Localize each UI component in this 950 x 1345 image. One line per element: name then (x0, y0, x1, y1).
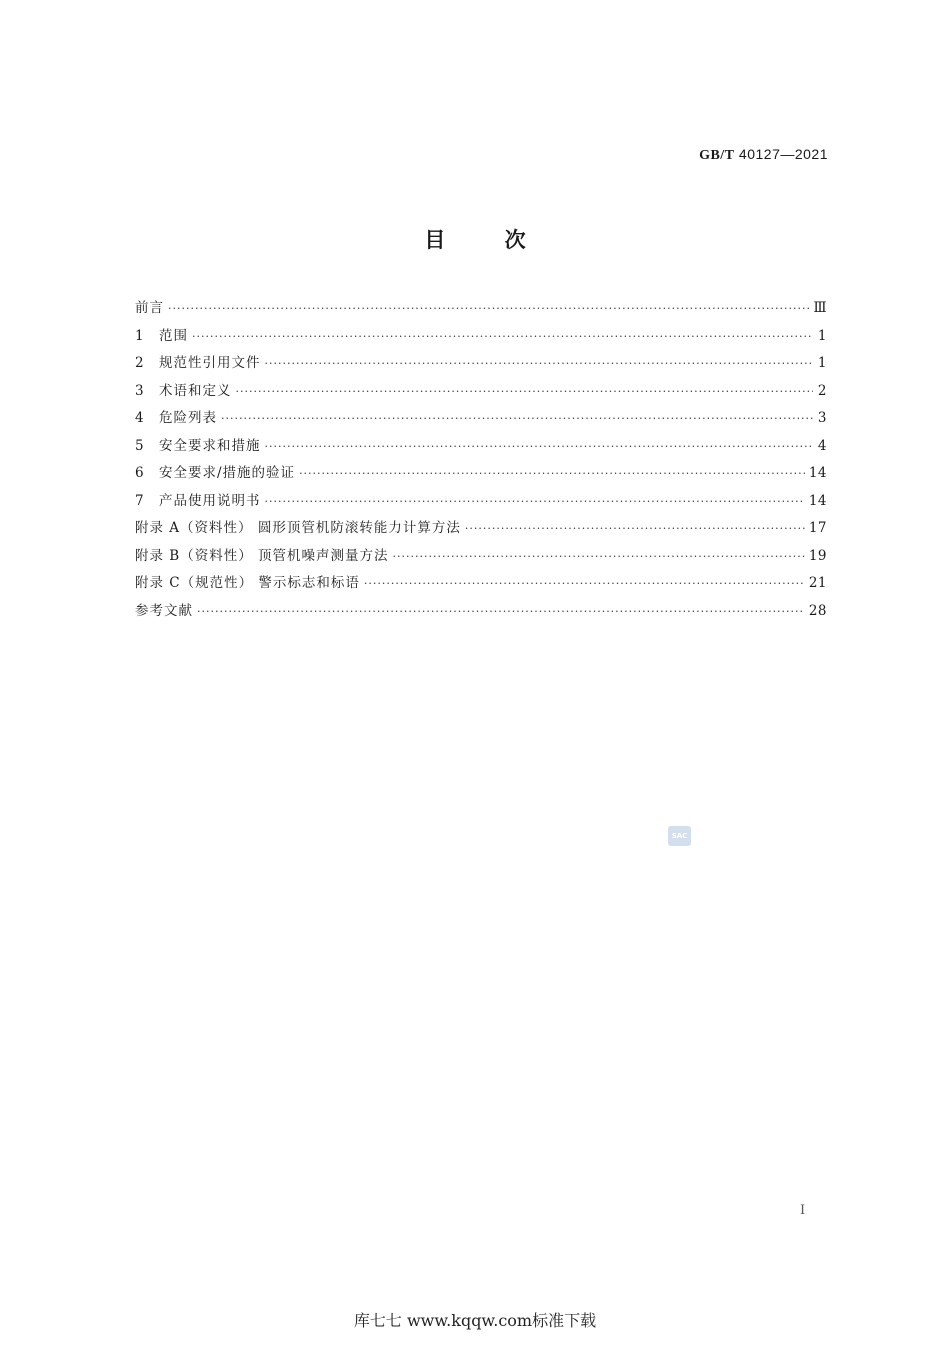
toc-entry-label: 术语和定义 (159, 382, 232, 399)
toc-entry[interactable] (135, 461, 827, 489)
page-number: Ⅰ (800, 1203, 806, 1218)
table-of-contents (135, 296, 827, 626)
toc-entry-number: 7 (135, 492, 145, 509)
toc-entry-page: 21 (808, 575, 827, 591)
standard-number: 40127—2021 (738, 146, 828, 162)
toc-entry-appendix[interactable] (135, 516, 827, 544)
toc-entry-label: 参考文献 (135, 602, 193, 619)
sac-watermark-logo: SAC (668, 826, 691, 846)
toc-entry-label: 产品使用说明书 (159, 492, 261, 509)
toc-entry-page: 19 (808, 547, 827, 564)
toc-entry[interactable] (135, 379, 827, 407)
toc-title (0, 224, 950, 254)
toc-leader-dots (364, 577, 805, 590)
toc-entry-label: 附录 A（资料性） 圆形顶管机防滚转能力计算方法 (135, 520, 461, 536)
toc-entry-page: 1 (817, 355, 827, 371)
toc-leader-dots (168, 302, 809, 315)
toc-entry-page: Ⅲ (813, 300, 827, 316)
toc-leader-dots (236, 385, 814, 398)
toc-leader-dots (465, 522, 805, 535)
toc-entry[interactable] (135, 489, 827, 517)
toc-entry-label: 范围 (159, 327, 188, 344)
toc-entry-page: 4 (817, 437, 827, 454)
toc-entry-number: 1 (135, 327, 145, 344)
toc-leader-dots (299, 467, 805, 480)
toc-title-char-2: 次 (504, 228, 526, 252)
toc-entry-label: 安全要求和措施 (159, 437, 261, 454)
toc-entry-appendix[interactable] (135, 544, 827, 572)
toc-entry[interactable] (135, 296, 827, 324)
toc-leader-dots (197, 605, 805, 618)
toc-entry-page: 1 (817, 327, 827, 344)
toc-leader-dots (393, 550, 805, 563)
toc-entry-page: 28 (808, 602, 827, 619)
toc-entry[interactable] (135, 434, 827, 462)
toc-entry-label: 前言 (135, 300, 164, 316)
toc-leader-dots (265, 357, 814, 370)
toc-entry[interactable] (135, 351, 827, 379)
toc-entry-label: 危险列表 (159, 410, 217, 426)
toc-entry-number: 5 (135, 437, 145, 454)
toc-leader-dots (265, 495, 805, 508)
toc-leader-dots (192, 330, 813, 343)
toc-leader-dots (265, 440, 814, 453)
toc-entry-number: 4 (135, 410, 145, 426)
toc-entry-page: 14 (808, 492, 827, 509)
toc-entry-label: 规范性引用文件 (159, 355, 261, 371)
toc-title-char-1: 目 (424, 228, 446, 252)
standard-code (699, 146, 828, 164)
standard-prefix: GB/T (699, 148, 735, 163)
toc-entry-label: 附录 B（资料性） 顶管机噪声测量方法 (135, 547, 389, 564)
download-footer: 库七七 www.kqqw.com标准下载 (353, 1311, 597, 1330)
toc-entry-number: 2 (135, 355, 145, 371)
toc-entry-page: 2 (817, 382, 827, 399)
toc-entry[interactable] (135, 324, 827, 352)
toc-entry-appendix[interactable] (135, 571, 827, 599)
toc-entry-label: 安全要求/措施的验证 (159, 465, 296, 481)
toc-entry[interactable] (135, 599, 827, 627)
toc-leader-dots (221, 412, 813, 425)
toc-entry-page: 3 (817, 410, 827, 426)
toc-entry[interactable] (135, 406, 827, 434)
toc-entry-page: 17 (808, 520, 827, 536)
toc-entry-page: 14 (808, 465, 827, 481)
toc-entry-label: 附录 C（规范性） 警示标志和标语 (135, 575, 360, 591)
toc-entry-number: 6 (135, 465, 145, 481)
toc-entry-number: 3 (135, 382, 145, 399)
